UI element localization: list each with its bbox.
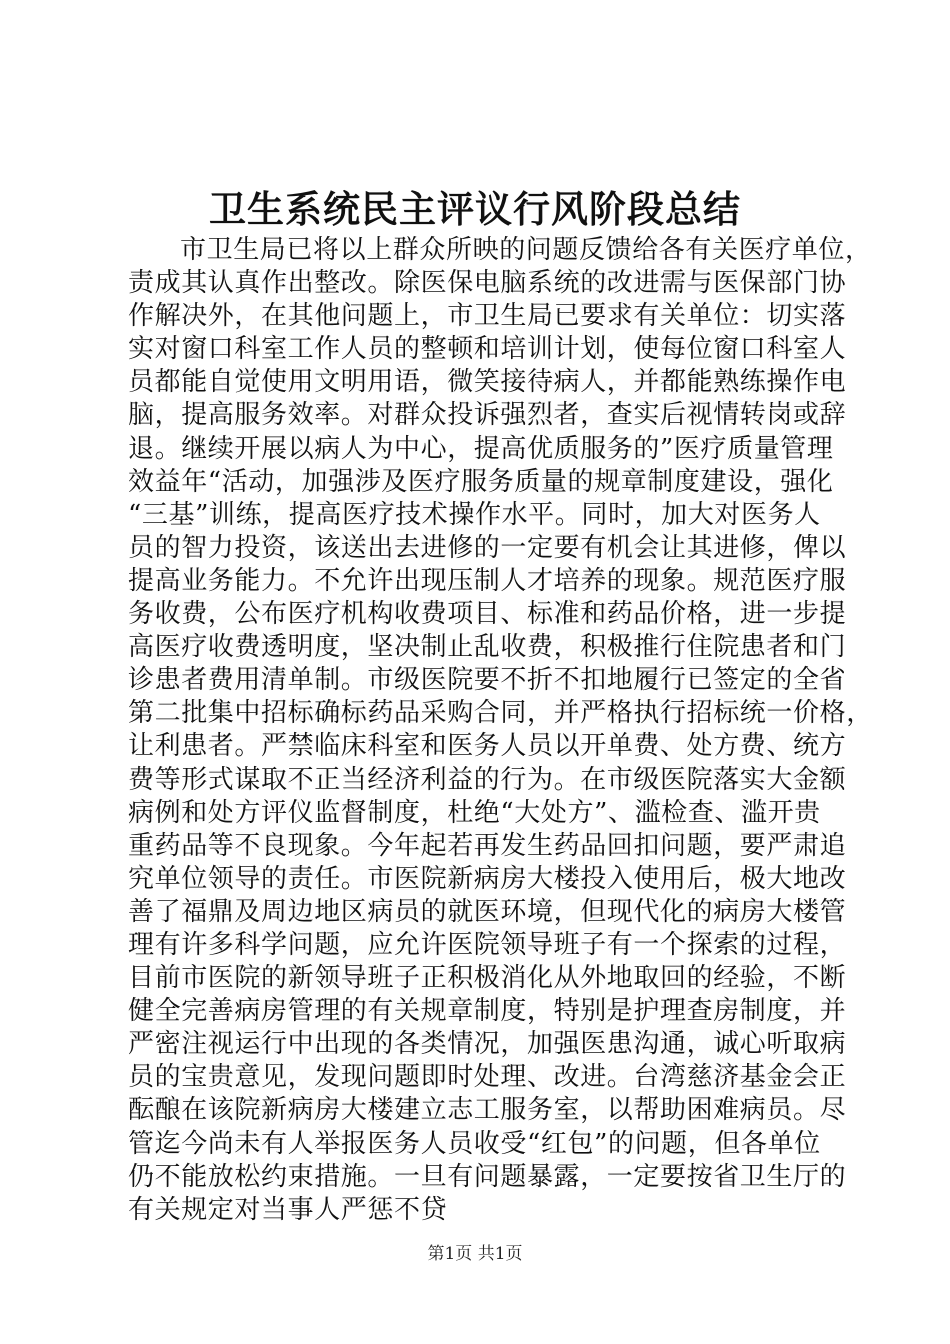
body-line: 善了福鼎及周边地区病员的就医环境，但现代化的病房大楼管	[128, 896, 847, 927]
body-line: 员的宝贵意见，发现问题即时处理、改进。台湾慈济基金会正	[128, 1062, 847, 1093]
body-line: 管迄今尚未有人举报医务人员收受“红包”的问题，但各单位	[128, 1128, 821, 1159]
page-number-label: 第1页 共1页	[427, 1244, 523, 1264]
document-body	[128, 234, 873, 1227]
body-line: 责成其认真作出整改。除医保电脑系统的改进需与医保部门协	[128, 268, 847, 299]
body-line: 理有许多科学问题，应允许医院领导班子有一个探索的过程，	[128, 929, 847, 960]
body-line: 健全完善病房管理的有关规章制度，特别是护理查房制度，并	[128, 996, 847, 1027]
body-line: 市卫生局已将以上群众所映的问题反馈给各有关医疗单位，	[180, 235, 872, 265]
body-line: 重药品等不良现象。今年起若再发生药品回扣问题，要严肃追	[128, 830, 847, 861]
body-line: 诊患者费用清单制。市级医院要不折不扣地履行已签定的全省	[128, 665, 847, 696]
body-line: 高医疗收费透明度，坚决制止乱收费，积极推行住院患者和门	[128, 632, 847, 663]
body-line: 提高业务能力。不允许出现压制人才培养的现象。规范医疗服	[128, 565, 847, 596]
body-line: 究单位领导的责任。市医院新病房大楼投入使用后，极大地改	[128, 863, 847, 894]
body-line: 务收费，公布医疗机构收费项目、标准和药品价格，进一步提	[128, 599, 847, 630]
body-line: 实对窗口科室工作人员的整顿和培训计划，使每位窗口科室人	[128, 334, 847, 365]
body-line: 让利患者。严禁临床科室和医务人员以开单费、处方费、统方	[128, 731, 847, 762]
body-line: 效益年“活动，加强涉及医疗服务质量的规章制度建设，强化	[128, 466, 834, 497]
page-footer	[0, 1243, 950, 1265]
body-line: 退。继续开展以病人为中心，提高优质服务的”医疗质量管理	[128, 433, 834, 464]
body-line: 脑，提高服务效率。对群众投诉强烈者，查实后视情转岗或辞	[128, 400, 847, 431]
body-line: 第二批集中招标确标药品采购合同，并严格执行招标统一价格，	[128, 698, 873, 729]
body-line: 员的智力投资，该送出去进修的一定要有机会让其进修，俾以	[128, 532, 847, 563]
body-line: 目前市医院的新领导班子正积极消化从外地取回的经验，不断	[128, 963, 847, 994]
body-line: 仍不能放松约束措施。一旦有问题暴露，一定要按省卫生厅的	[128, 1161, 847, 1192]
body-line: 员都能自觉使用文明用语，微笑接待病人，并都能熟练操作电	[128, 367, 847, 398]
document-title: 卫生系统民主评议行风阶段总结	[209, 188, 741, 231]
body-line: 费等形式谋取不正当经济利益的行为。在市级医院落实大金额	[128, 764, 847, 795]
body-line: 有关规定对当事人严惩不贷	[128, 1194, 448, 1225]
body-line: 酝酿在该院新病房大楼建立志工服务室，以帮助困难病员。尽	[128, 1095, 847, 1126]
body-line: 严密注视运行中出现的各类情况，加强医患沟通，诚心听取病	[128, 1029, 847, 1060]
body-line: “三基”训练，提高医疗技术操作水平。同时，加大对医务人	[128, 499, 821, 530]
body-line: 作解决外，在其他问题上，市卫生局已要求有关单位：切实落	[128, 301, 847, 332]
body-line: 病例和处方评仪监督制度，杜绝“大处方”、滥检查、滥开贵	[128, 797, 821, 828]
